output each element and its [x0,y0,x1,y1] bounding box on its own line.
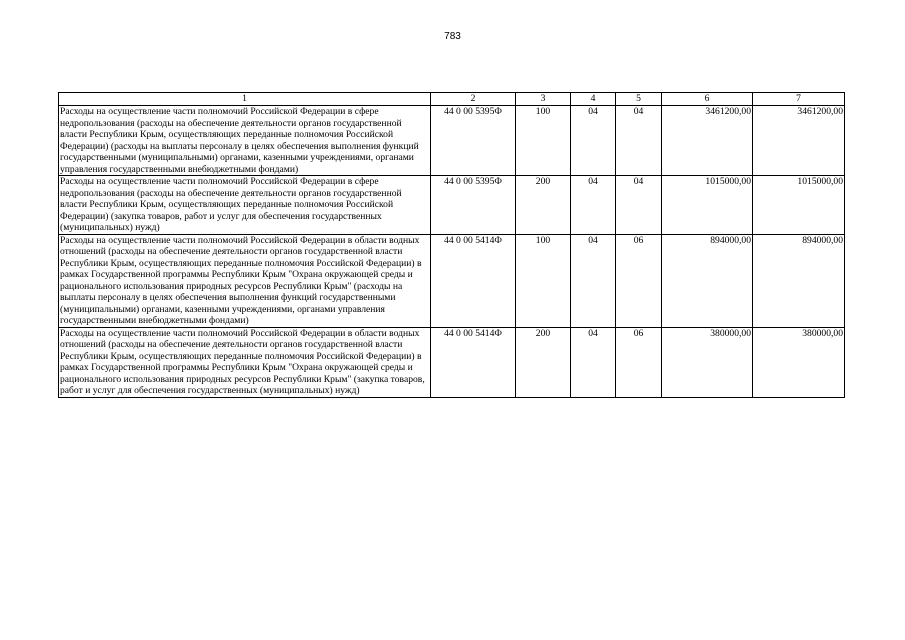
row-description: Расходы на осуществление части полномочий Российской Федерации в области водных отношений (расходы на обеспечение деятельности органов государственной власти Республики Крым, осуществляющих переданные полномочия Российской Федерации) в рамках Государственной программы Республики Крым "Охрана окружающей среды и рационального использования природных ресурсов Республики Крым" (закупка товаров, работ и услуг для обеспечения государственных (муниципальных) нужд) [59,327,431,397]
row-amount-1: 3461200,00 [662,106,753,176]
budget-table [58,92,845,398]
table-row [59,176,845,235]
row-section: 04 [571,234,616,327]
row-section: 04 [571,327,616,397]
row-subsection: 04 [616,176,662,235]
column-header: 2 [431,93,516,106]
row-amount-1: 380000,00 [662,327,753,397]
row-amount-2: 380000,00 [753,327,845,397]
page-number: 783 [444,31,461,42]
row-section: 04 [571,176,616,235]
row-amount-2: 1015000,00 [753,176,845,235]
column-header: 6 [662,93,753,106]
row-description: Расходы на осуществление части полномочий Российской Федерации в сфере недропользования (расходы на обеспечение деятельности органов государственной власти Республики Крым, осуществляющих переданные полномочия Российской Федерации) (закупка товаров, работ и услуг для обеспечения государственных (муниципальных) нужд) [59,176,431,235]
table-header-row [59,93,845,106]
row-amount-1: 894000,00 [662,234,753,327]
table-row [59,106,845,176]
row-code: 44 0 00 5414Ф [431,234,516,327]
row-code: 44 0 00 5395Ф [431,176,516,235]
column-header: 5 [616,93,662,106]
row-expense-type: 100 [516,234,571,327]
column-header: 3 [516,93,571,106]
table-row [59,327,845,397]
row-description: Расходы на осуществление части полномочий Российской Федерации в сфере недропользования (расходы на обеспечение деятельности органов государственной власти Республики Крым, осуществляющих переданные полномочия Российской Федерации) (расходы на выплаты персоналу в целях обеспечения выполнения функций государственными (муниципальными) органами, казенными учреждениями, органами управления государственными внебюджетными фондами) [59,106,431,176]
column-header: 1 [59,93,431,106]
row-amount-2: 894000,00 [753,234,845,327]
row-section: 04 [571,106,616,176]
row-code: 44 0 00 5414Ф [431,327,516,397]
row-description: Расходы на осуществление части полномочий Российской Федерации в области водных отношений (расходы на обеспечение деятельности органов государственной власти Республики Крым, осуществляющих переданные полномочия Российской Федерации) в рамках Государственной программы Республики Крым "Охрана окружающей среды и рационального использования природных ресурсов Республики Крым" (расходы на выплаты персоналу в целях обеспечения выполнения функций государственными (муниципальными) органами, казенными учреждениями, органами управления государственными внебюджетными фондами) [59,234,431,327]
row-expense-type: 200 [516,176,571,235]
row-amount-2: 3461200,00 [753,106,845,176]
row-expense-type: 100 [516,106,571,176]
column-header: 7 [753,93,845,106]
row-expense-type: 200 [516,327,571,397]
row-subsection: 06 [616,234,662,327]
column-header: 4 [571,93,616,106]
row-amount-1: 1015000,00 [662,176,753,235]
table-row [59,234,845,327]
row-code: 44 0 00 5395Ф [431,106,516,176]
row-subsection: 04 [616,106,662,176]
row-subsection: 06 [616,327,662,397]
